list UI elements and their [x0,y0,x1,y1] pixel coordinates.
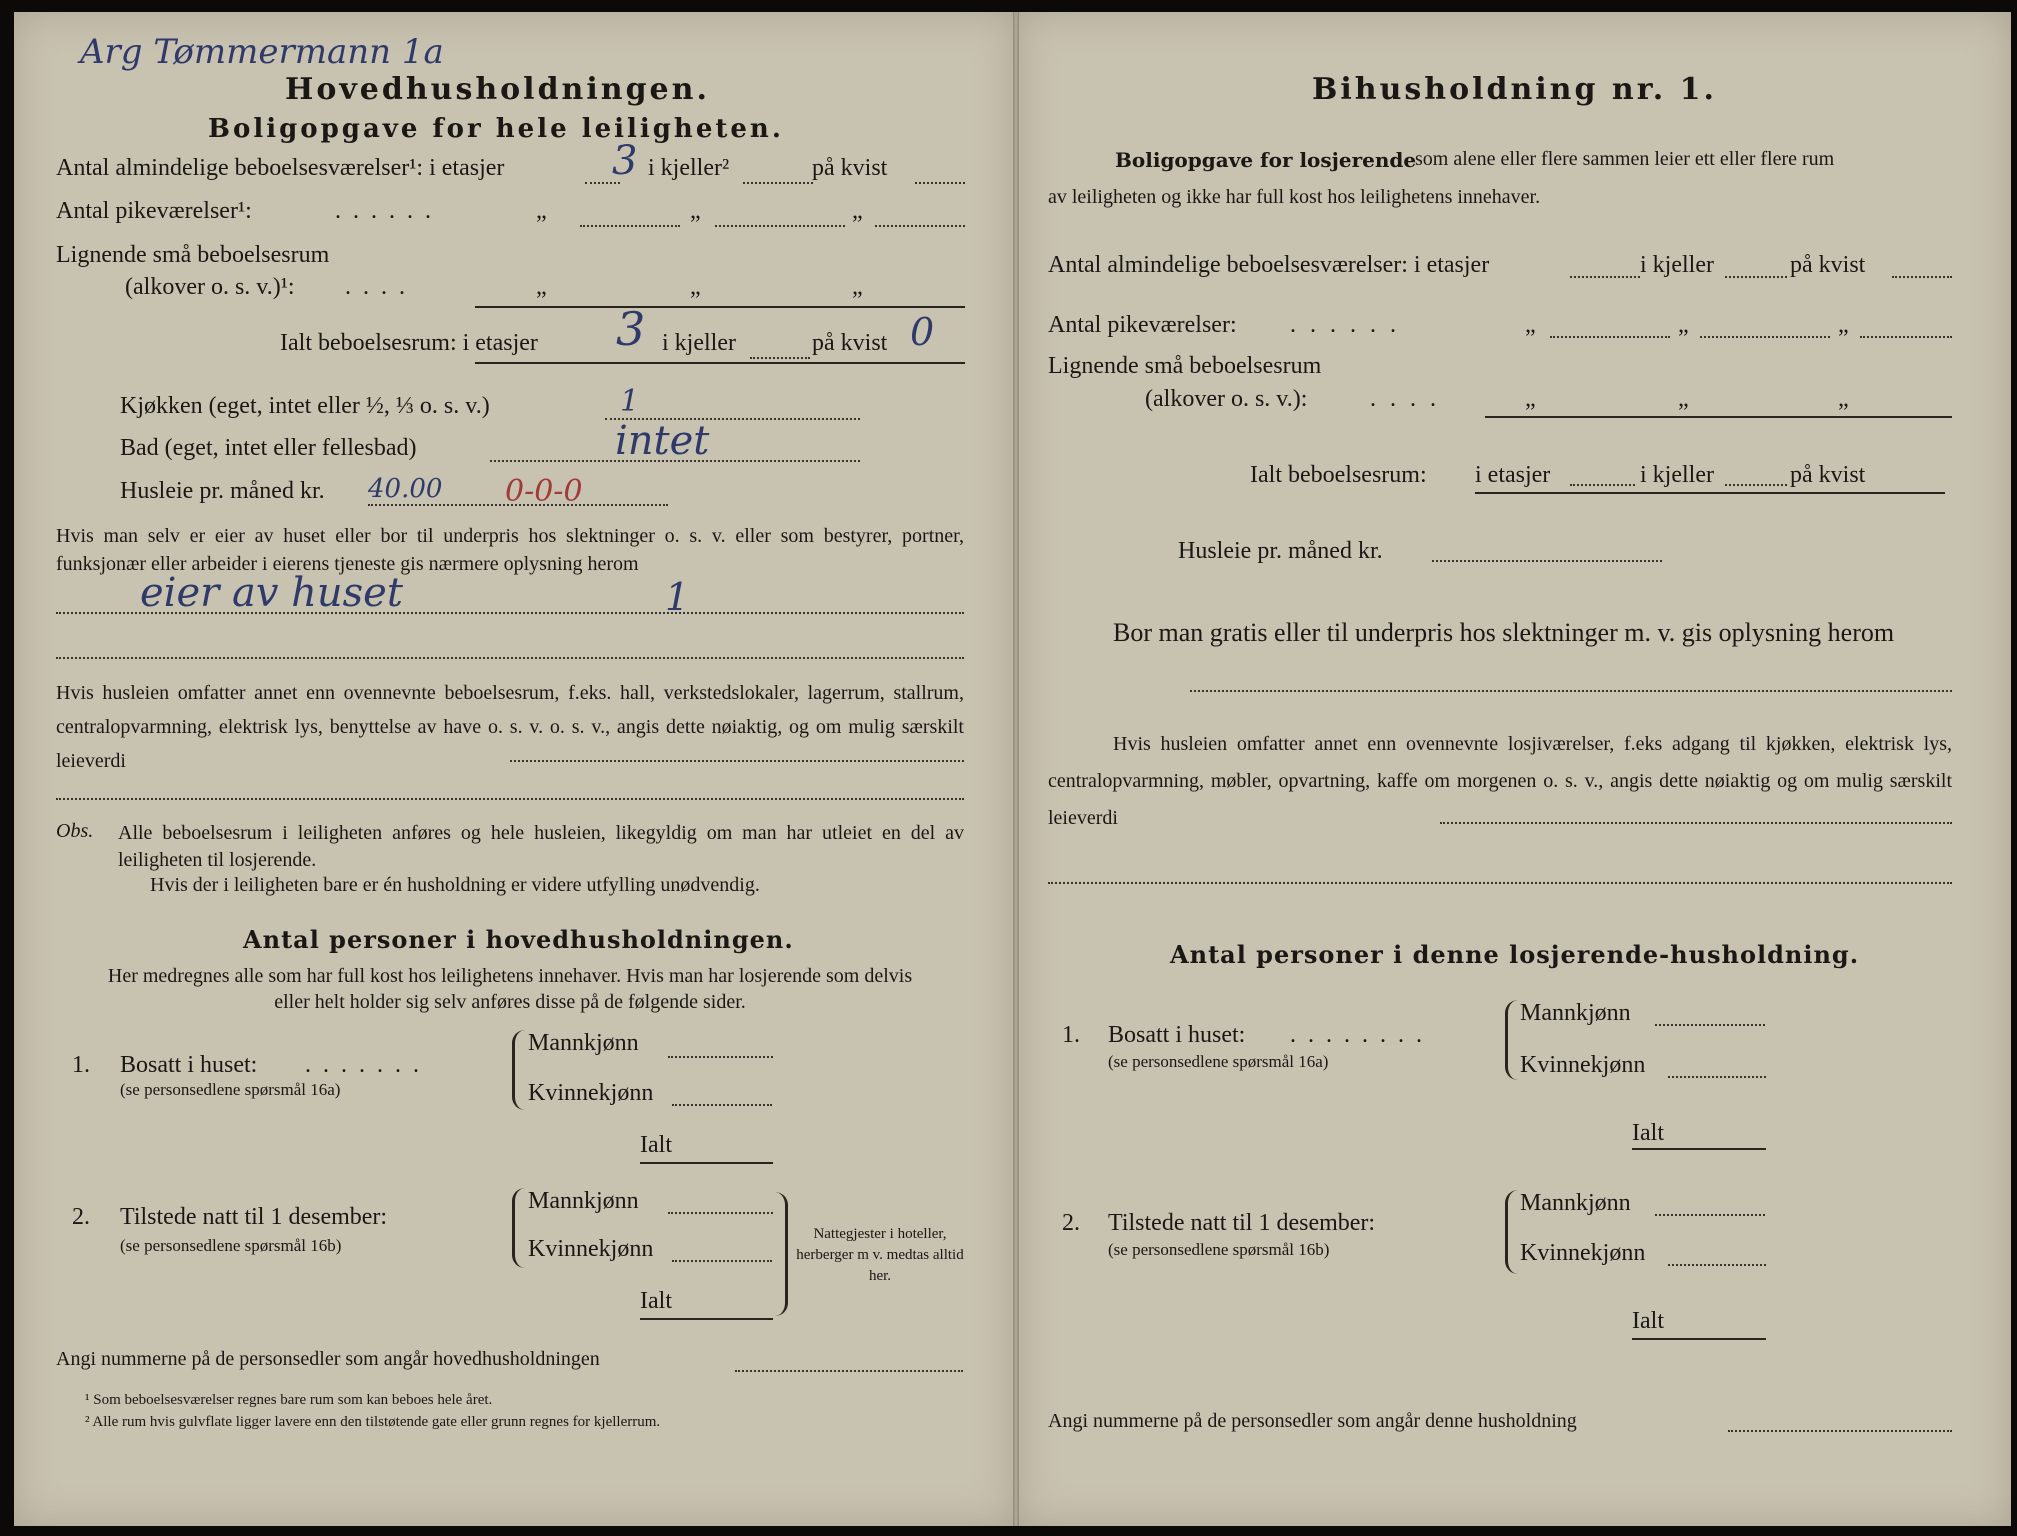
row1-etasjer-value: 3 [612,138,638,184]
r-ialt-label: Ialt beboelsesrum: [1250,462,1427,488]
q1-label: Bosatt i huset: [120,1052,258,1078]
r-q2-sub: (se personsedlene spørsmål 16b) [1108,1240,1330,1259]
dotted-line [1440,822,1952,824]
dotted-line [1655,1024,1765,1026]
leader-dots: .... [345,274,417,300]
r-q2-mann: Mannkjønn [1520,1190,1631,1216]
ialt-kvist-value: 0 [910,310,935,354]
dotted-line [1860,336,1952,338]
dotted-line [580,225,680,227]
dotted-line [368,504,668,506]
r-q1-number: 1. [1062,1022,1080,1048]
r-persons-title: Antal personer i denne losjerende-husholdning. [1170,940,1860,969]
dotted-line [56,657,964,659]
husleie-label: Husleie pr. måned kr. [120,478,325,504]
r-q1-mann: Mannkjønn [1520,1000,1631,1026]
q1-ialt: Ialt [640,1132,672,1158]
underline [1485,416,1952,418]
nattegjester-note: Nattegjester i hoteller, herberger m v. medtas alltid her. [796,1226,964,1284]
dotted-line [510,760,964,762]
r-row1-kjeller: i kjeller [1640,252,1714,278]
intro-text-b: av leiligheten og ikke har full kost hos leilighetens innehaver. [1048,186,1541,208]
r-q2-ialt: Ialt [1632,1308,1664,1334]
kjokken-label: Kjøkken (eget, intet eller ½, ⅓ o. s. v.) [120,393,490,419]
dotted-line [1048,882,1952,884]
dotted-line [1570,276,1640,278]
underline [475,362,965,364]
row1-kjeller: i kjeller² [648,155,730,181]
dotted-line [1432,560,1662,562]
dotted-line [1570,484,1635,486]
kjokken-value: 1 [620,384,640,419]
ditto-mark: „ [690,274,701,300]
omfatter-text: Hvis husleien omfatter annet enn ovennevnte beboelsesrum, f.eks. hall, verkstedslokaler, lagerrum, stallrum, centralopvarmning, elektrisk lys, benyttelse av have o. s. v. o. s. v., angis dette nøiaktig, og om mulig særskilt leieverdi [56,682,964,772]
q1-kvinne: Kvinnekjønn [528,1080,654,1106]
obs-text: Alle beboelsesrum i leiligheten anføres og hele husleien, likegyldig om man har utleiet en del av leiligheten til losjerende. [118,822,964,871]
ialt-etasjer-value: 3 [616,302,646,356]
brace [1505,1190,1518,1274]
dotted-line [915,182,965,184]
dotted-line [1728,1430,1952,1432]
dotted-line [1655,1214,1765,1216]
brace [512,1188,525,1268]
dotted-line [1190,690,1952,692]
intro-bold: Boligopgave for losjerende [1115,148,1417,172]
q2-label: Tilstede natt til 1 desember: [120,1204,388,1230]
dotted-line [743,182,813,184]
leader-dots: ...... [1290,312,1410,338]
r-husleie-label: Husleie pr. måned kr. [1178,538,1383,564]
brace [512,1030,525,1110]
r-ialt-kvist: på kvist [1790,462,1866,488]
dotted-line [490,460,860,462]
ditto-mark: „ [852,198,863,224]
q2-mann: Mannkjønn [528,1188,639,1214]
intro-text-a: som alene eller flere sammen leier ett eller flere rum [1415,148,1835,170]
ditto-mark: „ [1678,312,1689,338]
page-fold [1013,12,1019,1526]
obs-text-2: Hvis der i leiligheten bare er én husholdning er videre utfylling unødvendig. [150,874,760,896]
ditto-mark: „ [1525,312,1536,338]
q1-sub: (se personsedlene spørsmål 16a) [120,1080,341,1099]
dotted-line [668,1212,773,1214]
bad-label: Bad (eget, intet eller fellesbad) [120,435,417,461]
r-angi-text: Angi nummerne på de personsedler som angår denne husholdning [1048,1410,1577,1432]
row3-label-b: (alkover o. s. v.)¹: [125,274,295,300]
q2-number: 2. [72,1204,90,1230]
r-q1-kvinne: Kvinnekjønn [1520,1052,1646,1078]
footnote-2: ² Alle rum hvis gulvflate ligger lavere enn den tilstøtende gate eller grunn regnes for kjellerrum. [85,1414,661,1430]
r-row3-label-a: Lignende små beboelsesrum [1048,353,1322,379]
ialt-kvist: på kvist [812,330,888,356]
q2-ialt: Ialt [640,1288,672,1314]
q2-sub: (se personsedlene spørsmål 16b) [120,1236,342,1255]
r-q1-ialt: Ialt [1632,1120,1664,1146]
ialt-label: Ialt beboelsesrum: i etasjer [280,330,538,356]
ditto-mark: „ [536,198,547,224]
dotted-line [56,798,964,800]
underline [1475,492,1945,494]
eier-value: eier av huset [140,570,403,616]
leader-dots: ........ [1290,1022,1434,1048]
ditto-mark: „ [536,274,547,300]
dotted-line [672,1260,772,1262]
row3-label-a: Lignende små beboelsesrum [56,242,330,268]
r-ialt-kjeller: i kjeller [1640,462,1714,488]
leader-dots: ....... [305,1052,431,1078]
r-q2-kvinne: Kvinnekjønn [1520,1240,1646,1266]
r-q1-label: Bosatt i huset: [1108,1022,1246,1048]
footnote-1: ¹ Som beboelsesværelser regnes bare rum som kan beboes hele året. [85,1392,493,1408]
dotted-line [875,225,965,227]
r-row2-label: Antal pikeværelser: [1048,312,1237,338]
r-gratis-text: Bor man gratis eller til underpris hos slektninger m. v. gis oplysning herom [1113,618,1895,647]
ditto-mark: „ [1525,386,1536,412]
dotted-line [1700,336,1830,338]
dotted-line [1725,276,1787,278]
underline [1632,1148,1766,1150]
page-title: Hovedhusholdningen. [285,72,710,107]
angi-text: Angi nummerne på de personsedler som angår hovedhusholdningen [56,1348,600,1370]
q2-kvinne: Kvinnekjønn [528,1236,654,1262]
dotted-line [672,1104,772,1106]
subtitle: Boligopgave for hele leiligheten. [208,114,784,144]
q1-number: 1. [72,1052,90,1078]
ditto-mark: „ [690,198,701,224]
row1-label: Antal almindelige beboelsesværelser¹: i etasjer [56,155,505,181]
eier-text: Hvis man selv er eier av huset eller bor til underpris hos slektninger o. s. v. eller som bestyrer, portner, funksjonær eller arbeider i eierens tjeneste gis nærmere oplysning herom [56,525,964,575]
dotted-line [715,225,845,227]
r-row1-label: Antal almindelige beboelsesværelser: i etasjer [1048,252,1490,278]
q1-mann: Mannkjønn [528,1030,639,1056]
dotted-line [1892,276,1952,278]
brace [1505,1000,1518,1080]
dotted-line [750,357,810,359]
ditto-mark: „ [852,274,863,300]
husleie-value: 40.00 [368,474,443,504]
ditto-mark: „ [1838,386,1849,412]
ditto-mark: „ [1838,312,1849,338]
underline [640,1318,773,1320]
row2-label: Antal pikeværelser¹: [56,198,252,224]
husleie-red-mark: 0-0-0 [505,474,583,509]
brace-right [775,1192,788,1316]
dotted-line [1550,336,1670,338]
underline [640,1162,773,1164]
r-omfatter-text: Hvis husleien omfatter annet enn ovennevnte losjiværelser, f.eks adgang til kjøkken, elektrisk lys, centralopvarmning, møbler, opvartning, kaffe om morgenen o. s. v., angis dette nøiaktig og om mulig særskilt leieverdi [1048,733,1952,829]
persons-title: Antal personer i hovedhusholdningen. [243,925,794,954]
leader-dots: ...... [335,198,443,224]
eier-value-2: 1 [665,575,690,619]
dotted-line [1668,1076,1766,1078]
row1-kvist: på kvist [812,155,888,181]
dotted-line [668,1056,773,1058]
ialt-kjeller: i kjeller [662,330,736,356]
right-page-title: Bihusholdning nr. 1. [1312,72,1717,107]
r-row3-label-b: (alkover o. s. v.): [1145,386,1308,412]
dotted-line [735,1370,963,1372]
underline [475,306,965,308]
obs-label: Obs. [56,820,94,842]
dotted-line [1668,1264,1766,1266]
r-ialt-etasjer: i etasjer [1475,462,1551,488]
bad-value: intet [615,418,710,464]
persons-text: Her medregnes alle som har full kost hos leilighetens innehaver. Hvis man har losjerende som delvis eller helt holder sig selv anføres disse på de følgende sider. [107,965,913,1013]
r-q2-number: 2. [1062,1210,1080,1236]
dotted-line [56,612,964,614]
r-q2-label: Tilstede natt til 1 desember: [1108,1210,1376,1236]
ditto-mark: „ [1678,386,1689,412]
r-row1-kvist: på kvist [1790,252,1866,278]
r-q1-sub: (se personsedlene spørsmål 16a) [1108,1052,1329,1071]
handwritten-annotation: Arg Tømmermann 1a [80,32,444,72]
underline [1632,1338,1766,1340]
leader-dots: .... [1370,386,1450,412]
dotted-line [1725,484,1787,486]
